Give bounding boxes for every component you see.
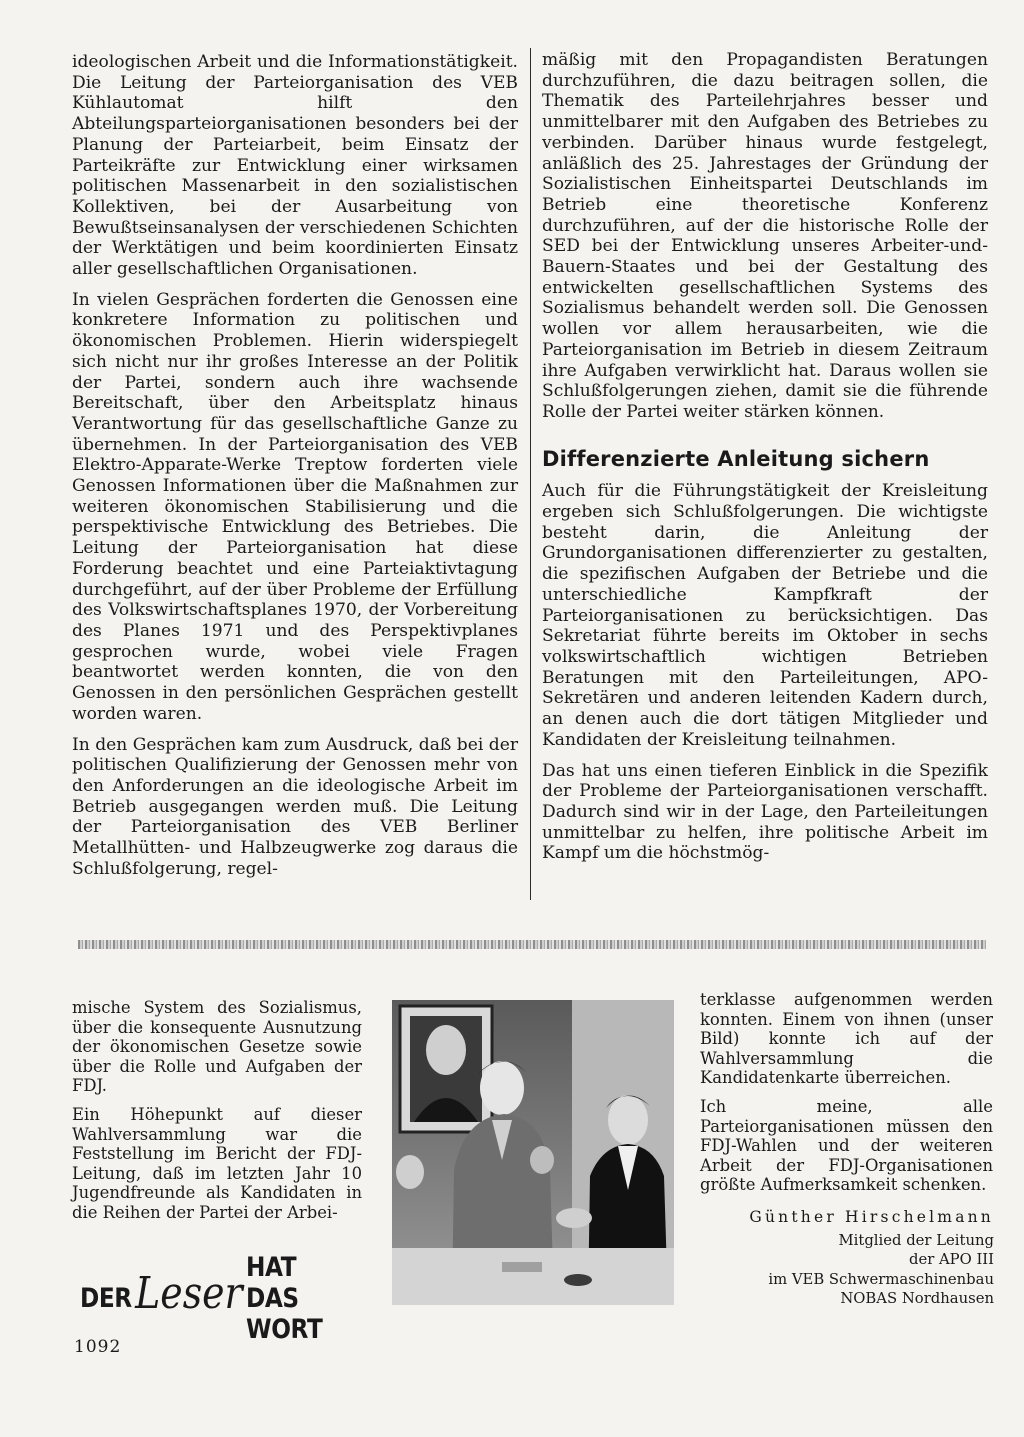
table bbox=[392, 1248, 674, 1305]
paragraph: Ich meine, alle Parteiorganisationen müssen den FDJ-Wahlen und der weiteren Arbeit der FDJ-Organisationen größte Aufmerksamkeit schenken. bbox=[700, 1096, 993, 1195]
portrait-face bbox=[426, 1025, 466, 1075]
author-title: im VEB Schwermaschinenbau bbox=[768, 1270, 994, 1288]
page-number: 1092 bbox=[74, 1337, 122, 1357]
section-divider bbox=[78, 940, 986, 949]
paragraph: In den Gesprächen kam zum Ausdruck, daß bei der politischen Qualifizierung der Genossen mehr von den Anforderungen an die ideologische Arbeit im Betrieb ausgegangen werden muß. Die Leitung der Parteiorganisation des VEB Berliner Metallhütten- und Halbzeugwerke zog daraus die Schlußfolgerung, regel- bbox=[72, 734, 518, 879]
paragraph: mäßig mit den Propagandisten Beratungen durchzuführen, die dazu beitragen sollen, die Thematik des Parteilehrjahres besser und unmittelbarer mit den Aufgaben des Betriebes zu verbinden. Darüber hinaus wurde festgelegt, anläßlich des 25. Jahrestages der Gründung der Sozialistischen Einheitspartei Deutschlands im Betrieb eine theoretische Konferenz durchzuführen, auf der die historische Rolle der SED bei der Entwicklung unseres Arbeiter-und-Bauern-Staates und bei der Gestaltung des entwickelten gesellschaftlichen Systems des Sozialismus behandelt werden soll. Die Genossen wollen vor allem herausarbeiten, wie die Parteiorganisation im Betrieb in diesem Zeitraum ihre Aufgaben verwirklicht hat. Daraus wollen sie Schlußfolgerungen ziehen, damit sie die führende Rolle der Partei weiter stärken können. bbox=[542, 50, 988, 422]
section-heading: Differenzierte Anleitung sichern bbox=[542, 446, 930, 471]
author-name: Günther Hirschelmann bbox=[749, 1208, 994, 1226]
letter-right-column bbox=[700, 990, 993, 1204]
section-logo bbox=[80, 1251, 323, 1345]
audience-face-1 bbox=[396, 1155, 424, 1189]
article-right-column bbox=[542, 50, 988, 874]
paragraph: ideologischen Arbeit und die Informationstätigkeit. Die Leitung der Parteiorganisation des VEB Kühlautomat hilft den Abteilungsparteiorganisationen besonders bei der Planung der Parteiarbeit, beim Einsatz der Parteikräfte zur Entwicklung einer wirksamen politischen Massenarbeit in den sozialistischen Kollektiven, bei der Ausarbeitung von Bewußtseinsanalysen der verschiedenen Schichten der Werktätigen und beim koordinierten Einsatz aller gesellschaftlichen Organisationen. bbox=[72, 52, 518, 280]
letter-left-column bbox=[72, 998, 362, 1232]
youth-face bbox=[480, 1061, 524, 1115]
logo-text: DER bbox=[80, 1282, 132, 1314]
ashtray bbox=[564, 1274, 592, 1286]
logo-script-text: Leser bbox=[135, 1267, 243, 1319]
author-title: der APO III bbox=[908, 1251, 994, 1268]
paragraph: In vielen Gesprächen forderten die Genossen eine konkretere Information zu politischen und ökonomischen Problemen. Hierin widerspiegelt sich nicht nur ihr großes Interesse an der Politik der Partei, sondern auch ihre wachsende Bereitschaft, über den Arbeitsplatz hinaus Verantwortung für das gesellschaftliche Ganze zu übernehmen. In der Parteiorganisation des VEB Elektro-Apparate-Werke Treptow forderten viele Genossen Informationen über die Maßnahmen zur weiteren ökonomischen Stabilisierung und die perspektivische Entwicklung des Betriebes. Die Leitung der Parteiorganisation hat diese Forderung beachtet und eine Parteiaktivtagung durchgeführt, auf der über Probleme der Erfüllung des Volkswirtschaftsplanes 1970, der Vorbereitung des Planes 1971 und des Perspektivplanes gesprochen wurde, wobei viele Fragen beantwortet werden konnten, die von den Genossen in den persönlichen Gesprächen gestellt worden waren. bbox=[72, 289, 518, 724]
paragraph: Ein Höhepunkt auf dieser Wahlversammlung war die Feststellung im Bericht der FDJ-Leitung, daß im letzten Jahr 10 Jugendfreunde als Kandidaten in die Reihen der Partei der Arbei- bbox=[72, 1104, 362, 1222]
man-face bbox=[608, 1095, 648, 1145]
signature-block bbox=[749, 1208, 994, 1309]
photo bbox=[392, 1000, 674, 1305]
paragraph: terklasse aufgenommen werden konnten. Einem von ihnen (unser Bild) konnte ich auf der Wahlversammlung die Kandidatenkarte überreichen. bbox=[700, 990, 993, 1088]
audience-face-2 bbox=[530, 1146, 554, 1174]
paragraph: Das hat uns einen tieferen Einblick in die Spezifik der Probleme der Parteiorganisationen verschafft. Dadurch sind wir in der Lage, den Parteileitungen unmittelbar zu helfen, ihre politische Arbeit im Kampf um die höchstmög- bbox=[542, 760, 988, 864]
paragraph: mische System des Sozialismus, über die konsequente Ausnutzung der ökonomischen Gesetze sowie über die Rolle und Aufgaben der FDJ. bbox=[72, 998, 362, 1096]
paragraph: Auch für die Führungstätigkeit der Kreisleitung ergeben sich Schlußfolgerungen. Die wichtigste besteht darin, die Anleitung der Grundorganisationen differenzierter zu gestalten, die spezifischen Aufgaben der Betriebe und die unterschiedliche Kampfkraft der Parteiorganisationen zu berücksichtigen. Das Sekretariat führte bereits im Oktober in sechs volkswirtschaftlich wichtigen Betrieben Beratungen mit den Parteileitungen, APO-Sekretären und anderen leitenden Kadern durch, an denen auch die dort tätigen Mitglieder und Kandidaten der Kreisleitung teilnahmen. bbox=[542, 481, 988, 750]
column-divider bbox=[530, 48, 531, 900]
logo-text: HAT DAS WORT bbox=[246, 1251, 323, 1345]
handshake bbox=[556, 1208, 592, 1228]
article-left-column bbox=[72, 52, 518, 889]
card-box bbox=[502, 1262, 542, 1272]
author-title: NOBAS Nordhausen bbox=[840, 1290, 994, 1307]
author-title: Mitglied der Leitung bbox=[838, 1231, 994, 1249]
